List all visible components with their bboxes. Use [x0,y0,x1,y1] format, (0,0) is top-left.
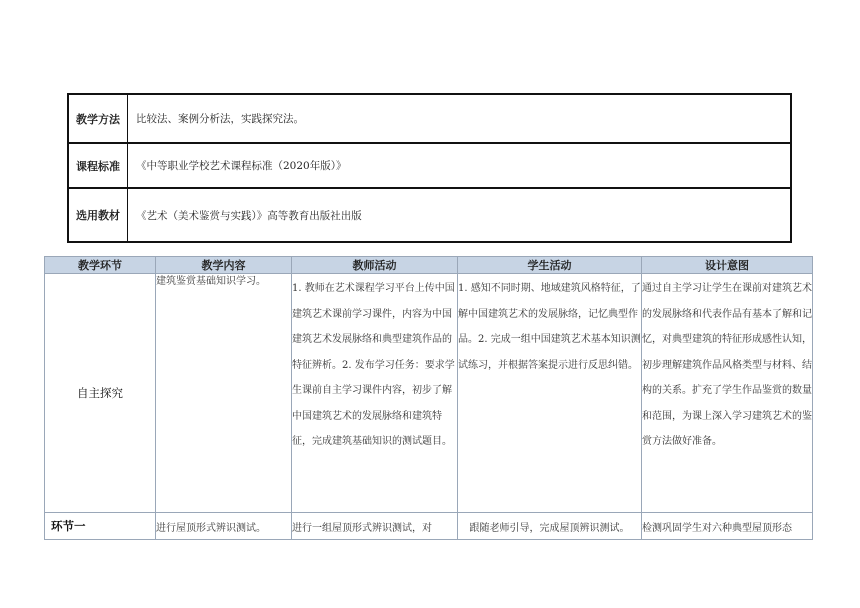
info-value: 《中等职业学校艺术课程标准（2020年版）》 [128,143,792,188]
course-info-table [67,93,792,243]
student-cell: 1. 感知不同时期、地域建筑风格特征，了解中国建筑艺术的发展脉络，记忆典型作品。2. 完成一组中国建筑艺术基本知识测试练习，并根据答案提示进行反思纠错。 [458,274,642,513]
info-row-standard [68,143,791,188]
header-student: 学生活动 [458,257,642,274]
content-cell: 建筑鉴赏基础知识学习。 [156,274,292,513]
info-key: 选用教材 [68,188,128,242]
header-intent: 设计意图 [642,257,813,274]
table-row [45,274,813,513]
info-value: 比较法、案例分析法，实践探究法。 [128,94,792,143]
table-header-row [45,257,813,274]
intent-cell: 通过自主学习让学生在课前对建筑艺术的发展脉络和代表作品有基本了解和记忆，对典型建筑的特征形成感性认知，初步理解建筑作品风格类型与材料、结构的关系。扩充了学生作品鉴赏的数量和范围，为课上深入学习建筑艺术的鉴赏方法做好准备。 [642,274,813,513]
intent-cell: 检测巩固学生对六种典型屋顶形态 [642,513,813,540]
segment-cell: 环节一 [45,513,156,540]
teacher-cell: 进行一组屋顶形式辨识测试，对 [292,513,458,540]
info-key: 教学方法 [68,94,128,143]
segment-cell: 自主探究 [45,274,156,513]
info-key: 课程标准 [68,143,128,188]
table-row [45,513,813,540]
teacher-cell: 1. 教师在艺术课程学习平台上传中国建筑艺术课前学习课件，内容为中国建筑艺术发展脉络和典型建筑作品的特征辨析。2. 发布学习任务：要求学生课前自主学习课件内容，初步了解中国建筑艺术的发展脉络和建筑特征，完成建筑基础知识的测试题目。 [292,274,458,513]
info-row-method [68,94,791,143]
header-segment: 教学环节 [45,257,156,274]
student-cell: 跟随老师引导，完成屋顶辨识测试。 [458,513,642,540]
header-content: 教学内容 [156,257,292,274]
info-row-textbook [68,188,791,242]
header-teacher: 教师活动 [292,257,458,274]
content-cell: 进行屋顶形式辨识测试。 [156,513,292,540]
lesson-plan-table [44,256,813,540]
info-value: 《艺术（美术鉴赏与实践）》高等教育出版社出版 [128,188,792,242]
